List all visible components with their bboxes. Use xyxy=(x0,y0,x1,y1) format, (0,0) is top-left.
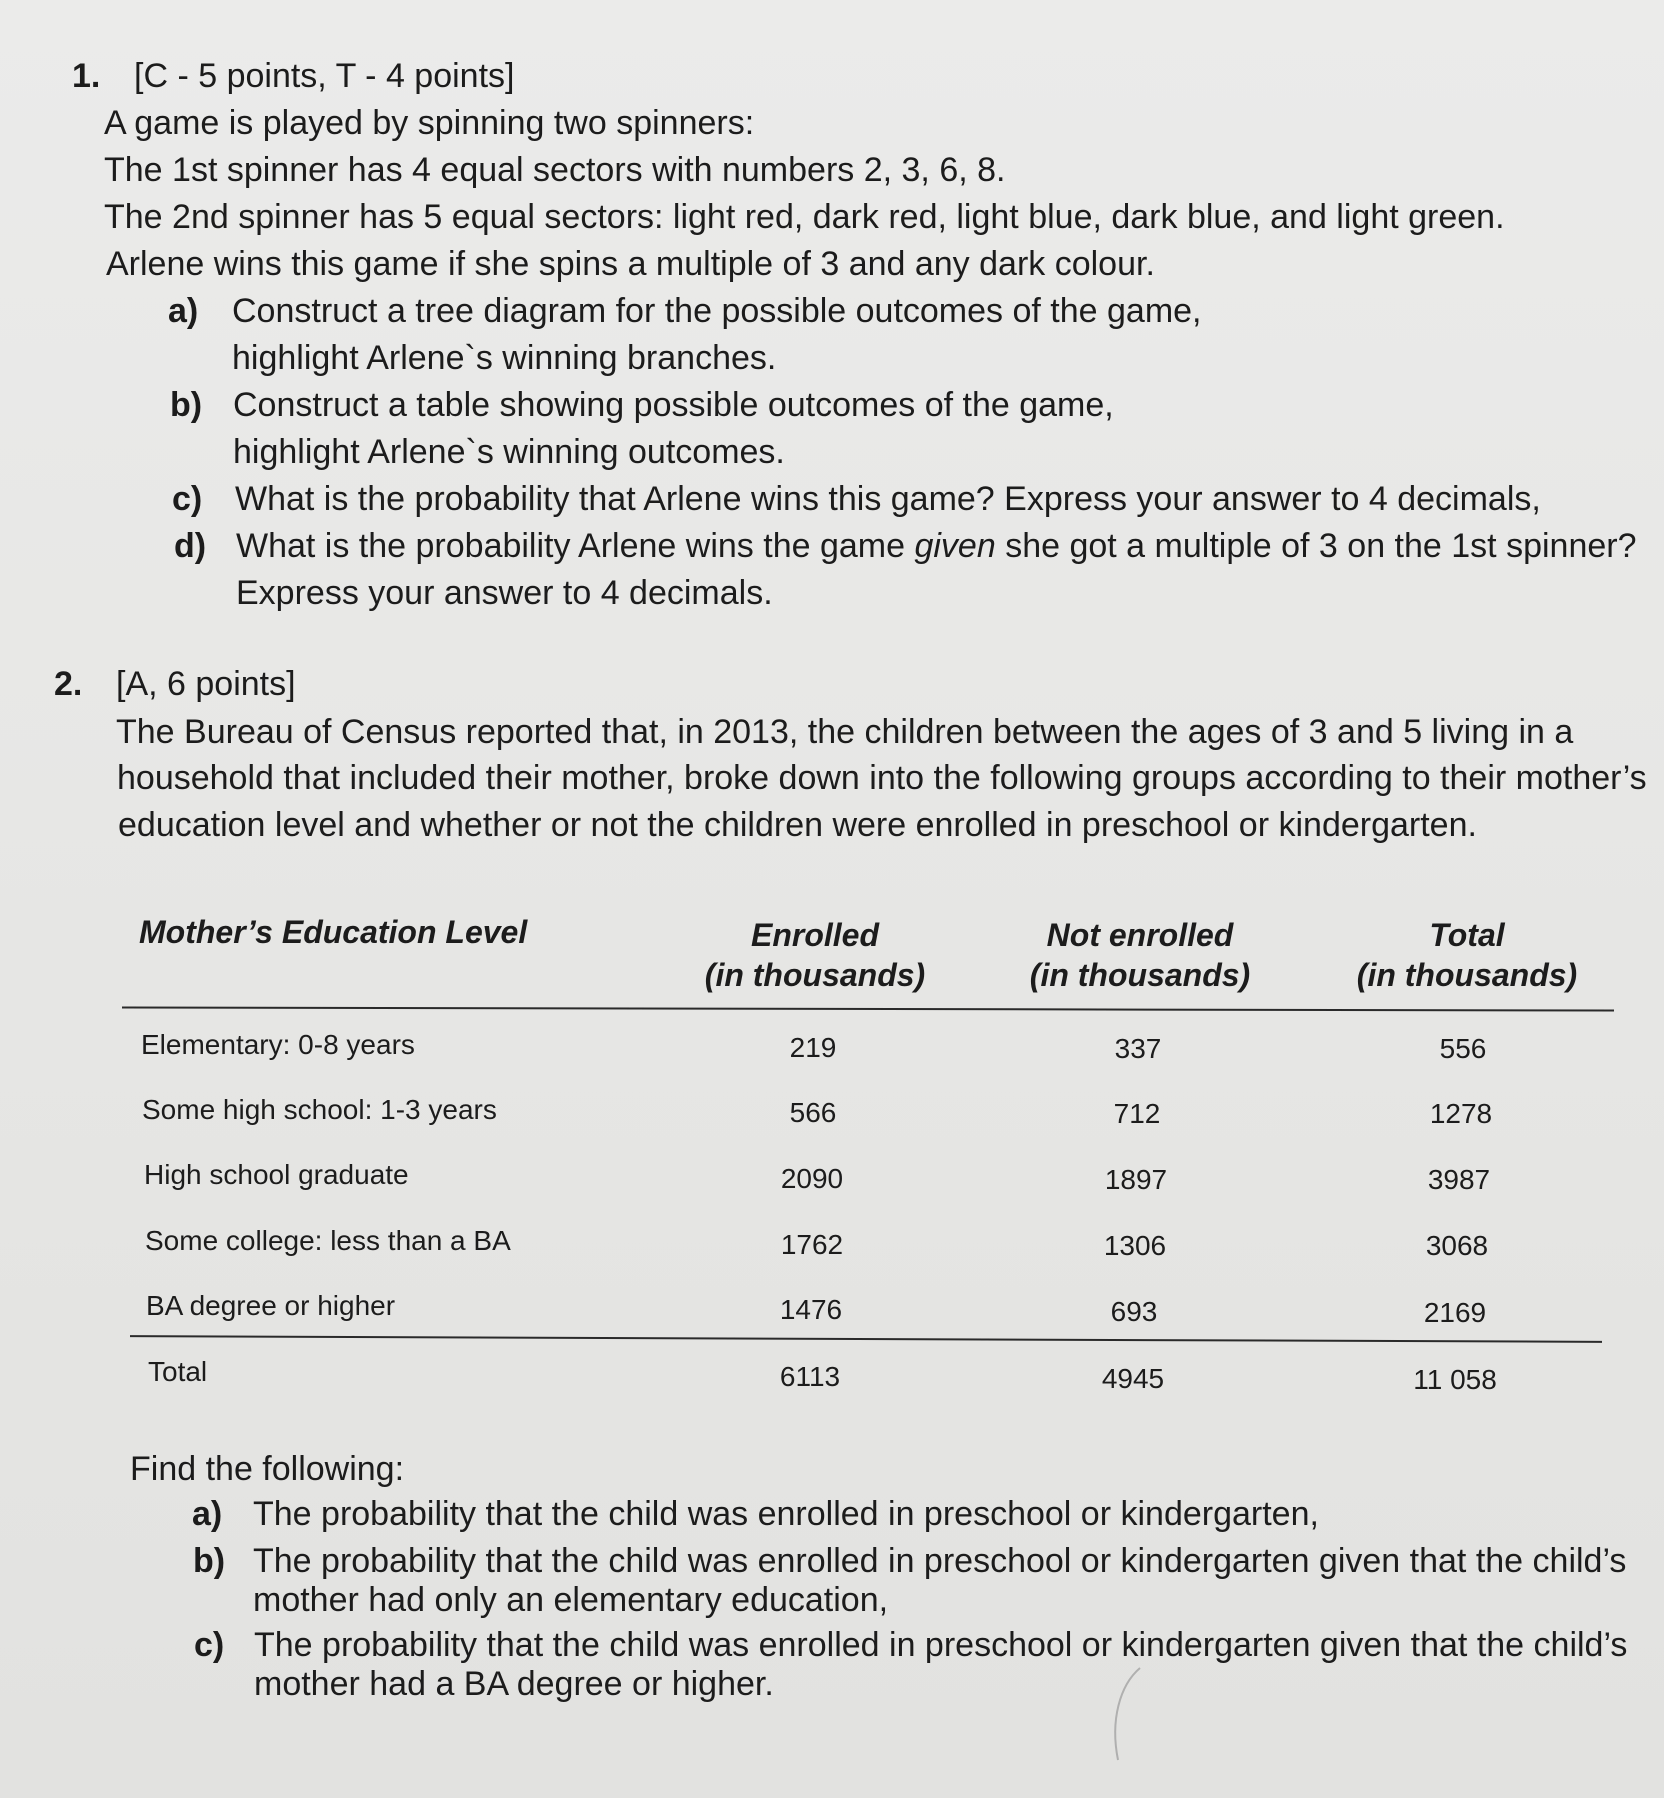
emphasis-given: given xyxy=(914,527,996,565)
question-1-part-d-text-cont: Express your answer to 4 decimals. xyxy=(236,574,773,612)
question-2-part-b-text: The probability that the child was enrolled in preschool or kindergarten given that the child’s xyxy=(253,1542,1627,1580)
find-intro: Find the following: xyxy=(130,1450,405,1488)
cell-total: 3987 xyxy=(1427,1164,1491,1195)
column-header-line: (in thousands) xyxy=(1356,957,1578,993)
column-header-education: Mother’s Education Level xyxy=(139,914,528,950)
question-1-part-b-text-cont: highlight Arlene`s winning outcomes. xyxy=(233,433,785,471)
question-1-line: Arlene wins this game if she spins a multiple of 3 and any dark colour. xyxy=(106,245,1155,283)
row-label: BA degree or higher xyxy=(146,1290,396,1321)
question-2-line: household that included their mother, broke down into the following groups according to their mother’s xyxy=(117,759,1647,797)
question-1-part-a-text: Construct a tree diagram for the possible outcomes of the game, xyxy=(232,292,1202,330)
row-label: Some high school: 1-3 years xyxy=(142,1094,497,1125)
cell-enrolled: 1476 xyxy=(779,1294,843,1325)
question-1-header: [C - 5 points, T - 4 points] xyxy=(134,57,515,95)
question-1-part-letter: a) xyxy=(168,292,199,330)
question-2-part-b-text-cont: mother had only an elementary education, xyxy=(253,1581,889,1619)
question-1-part-c-text: What is the probability that Arlene wins this game? Express your answer to 4 decimals, xyxy=(235,480,1541,518)
question-1-line: The 1st spinner has 4 equal sectors with numbers 2, 3, 6, 8. xyxy=(104,151,1006,189)
cell-total: 1278 xyxy=(1429,1098,1493,1129)
question-1-line: A game is played by spinning two spinners: xyxy=(104,104,755,142)
question-2-number: 2. xyxy=(54,665,83,703)
question-1-part-letter: d) xyxy=(174,527,207,565)
question-2-part-c-text: The probability that the child was enrolled in preschool or kindergarten given that the child’s xyxy=(254,1626,1628,1664)
cell-total: 556 xyxy=(1439,1033,1487,1064)
cell-not-enrolled: 1306 xyxy=(1103,1230,1167,1261)
question-2-line: education level and whether or not the children were enrolled in preschool or kindergarten. xyxy=(118,806,1477,844)
total-label: Total xyxy=(148,1356,208,1387)
question-2-header: [A, 6 points] xyxy=(116,665,296,703)
row-label: High school graduate xyxy=(144,1159,409,1190)
question-1-part-letter: c) xyxy=(172,480,203,518)
cell-not-enrolled: 693 xyxy=(1110,1296,1158,1327)
row-label: Elementary: 0-8 years xyxy=(141,1029,415,1060)
row-label: Some college: less than a BA xyxy=(145,1225,511,1256)
column-header-line: (in thousands) xyxy=(704,957,926,993)
question-1-part-b-text: Construct a table showing possible outcomes of the game, xyxy=(233,386,1114,424)
cell-enrolled: 566 xyxy=(789,1097,837,1128)
question-2-part-letter: c) xyxy=(194,1626,225,1664)
column-header-line: Not enrolled xyxy=(1046,917,1234,953)
total-not-enrolled: 4945 xyxy=(1101,1363,1165,1394)
column-header-not-enrolled xyxy=(1015,915,1265,995)
column-header-total xyxy=(1342,915,1592,995)
question-1-part-d-text xyxy=(236,526,1637,566)
total-grand: 11 058 xyxy=(1413,1364,1497,1395)
question-1-number: 1. xyxy=(72,57,101,95)
cell-enrolled: 219 xyxy=(789,1032,837,1063)
cell-not-enrolled: 1897 xyxy=(1104,1164,1168,1195)
question-2-part-c-text-cont: mother had a BA degree or higher. xyxy=(254,1665,774,1703)
cell-enrolled: 2090 xyxy=(780,1163,844,1194)
column-header-enrolled xyxy=(690,915,940,995)
question-1-line: The 2nd spinner has 5 equal sectors: light red, dark red, light blue, dark blue, and light green. xyxy=(104,198,1505,236)
text-segment: she got a multiple of 3 on the 1st spinner? xyxy=(995,527,1637,565)
column-header-line: Total xyxy=(1429,917,1505,953)
text-segment: What is the probability Arlene wins the game xyxy=(236,527,915,565)
cell-enrolled: 1762 xyxy=(780,1229,844,1260)
cell-total: 3068 xyxy=(1425,1230,1489,1261)
cell-not-enrolled: 337 xyxy=(1114,1033,1162,1064)
column-header-line: (in thousands) xyxy=(1029,957,1251,993)
table-header-rule xyxy=(122,1006,1614,1011)
question-2-line: The Bureau of Census reported that, in 2013, the children between the ages of 3 and 5 living in a xyxy=(116,713,1574,751)
pencil-mark xyxy=(1100,1660,1160,1770)
cell-not-enrolled: 712 xyxy=(1113,1098,1161,1129)
cell-total: 2169 xyxy=(1423,1297,1487,1328)
question-1-part-letter: b) xyxy=(170,386,203,424)
question-2-part-a-text: The probability that the child was enrolled in preschool or kindergarten, xyxy=(253,1495,1319,1533)
total-enrolled: 6113 xyxy=(779,1361,841,1392)
question-1-part-a-text-cont: highlight Arlene`s winning branches. xyxy=(232,339,777,377)
column-header-line: Enrolled xyxy=(750,917,879,953)
table-total-rule xyxy=(130,1335,1602,1343)
question-2-part-letter: b) xyxy=(193,1542,226,1580)
question-2-part-letter: a) xyxy=(192,1495,223,1533)
